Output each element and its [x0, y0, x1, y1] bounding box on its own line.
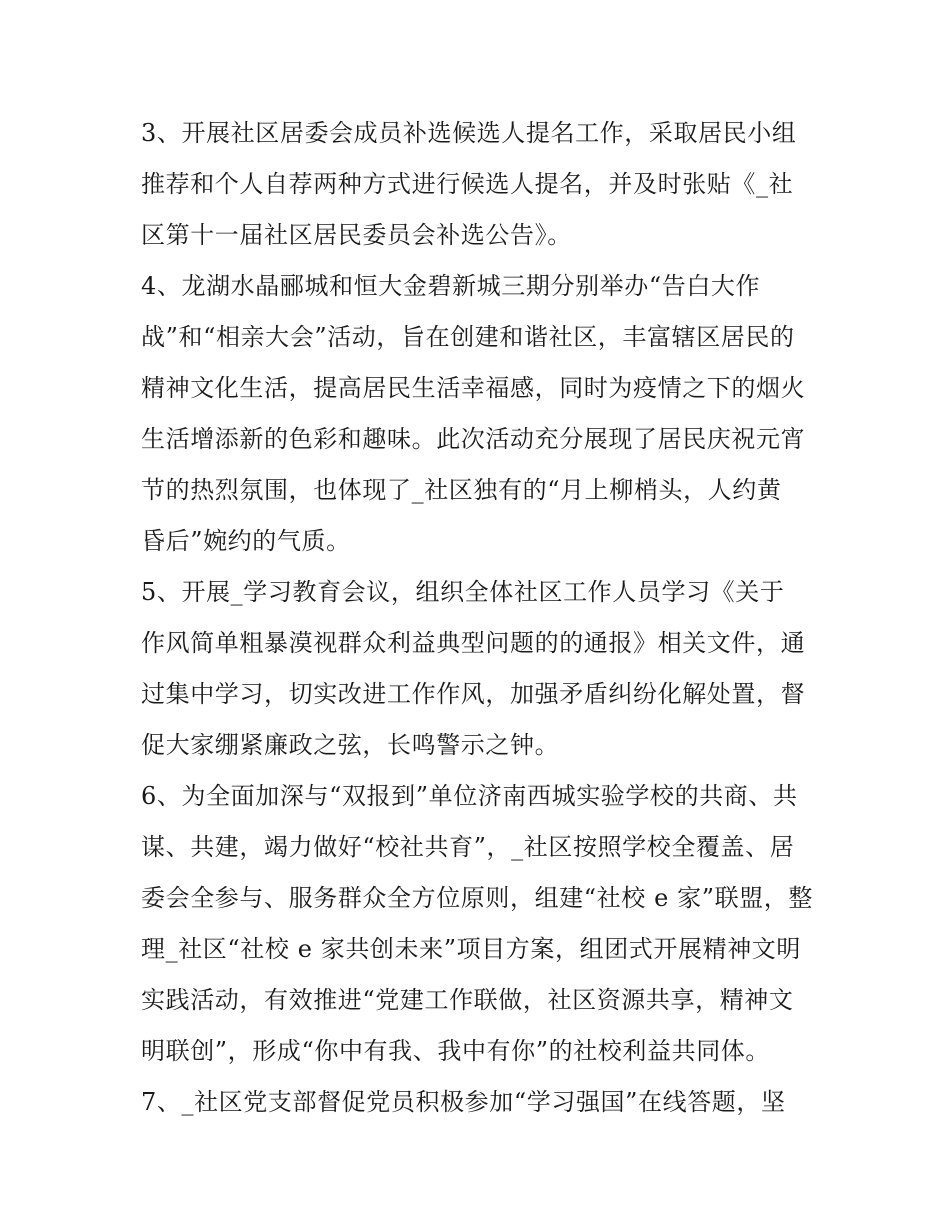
text-line: 过集中学习，切实改进工作作风，加强矛盾纠纷化解处置，督	[141, 680, 806, 708]
text-line: 精神文化生活，提高居民生活幸福感，同时为疫情之下的烟火	[141, 374, 806, 402]
text-line: 昏后”婉约的气质。	[141, 527, 351, 555]
text-line: 谋、共建，竭力做好“校社共育”，_社区按照学校全覆盖、居	[141, 833, 795, 861]
document-body	[141, 108, 813, 1128]
text-line: 3、开展社区居委会成员补选候选人提名工作，采取居民小组	[141, 119, 797, 147]
paragraph-item-7	[141, 1077, 813, 1128]
text-line: 实践活动，有效推进“党建工作联做，社区资源共享，精神文	[141, 986, 794, 1014]
text-line: 推荐和个人自荐两种方式进行候选人提名，并及时张贴《_社	[141, 170, 794, 198]
text-line: 5、开展_学习教育会议，组织全体社区工作人员学习《关于	[141, 578, 785, 606]
text-line: 委会全参与、服务群众全方位原则，组建“社校 e 家”联盟，整	[141, 884, 813, 912]
text-line: 战”和“相亲大会”活动，旨在创建和谐社区，丰富辖区居民的	[141, 323, 795, 351]
text-line: 7、_社区党支部督促党员积极参加“学习强国”在线答题，坚	[141, 1088, 786, 1116]
text-line: 作风简单粗暴漠视群众利益典型问题的的通报》相关文件，通	[141, 629, 806, 657]
text-line: 6、为全面加深与“双报到”单位济南西城实验学校的共商、共	[141, 782, 798, 810]
text-line: 生活增添新的色彩和趣味。此次活动充分展现了居民庆祝元宵	[141, 425, 806, 453]
text-line: 促大家绷紧廉政之弦，长鸣警示之钟。	[141, 731, 560, 759]
paragraph-item-5	[141, 567, 813, 771]
paragraph-item-4	[141, 261, 813, 567]
text-line: 节的热烈氛围，也体现了_社区独有的“月上柳梢头，人约黄	[141, 476, 782, 504]
paragraph-item-3	[141, 108, 813, 261]
text-line: 明联创”，形成“你中有我、我中有你”的社校利益共同体。	[141, 1037, 771, 1065]
paragraph-item-6	[141, 771, 813, 1077]
text-line: 4、龙湖水晶郦城和恒大金碧新城三期分别举办“告白大作	[141, 272, 761, 300]
text-line: 区第十一届社区居民委员会补选公告》。	[141, 221, 572, 249]
text-line: 理_社区“社校 e 家共创未来”项目方案，组团式开展精神文明	[141, 935, 801, 963]
